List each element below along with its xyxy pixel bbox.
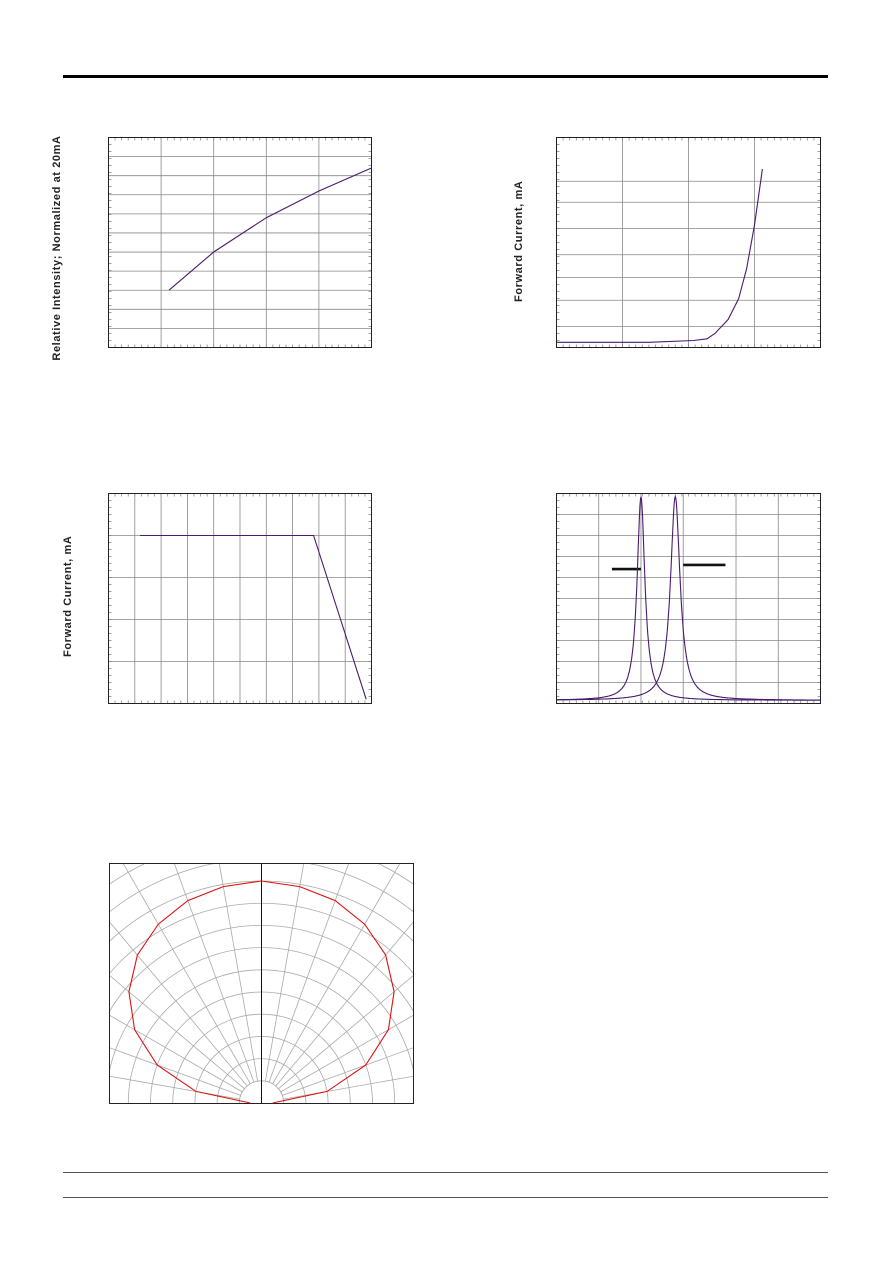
- footer-rule-1: [63, 1172, 828, 1173]
- chart1-ylabel: Relative Intensity; Normalized at 20mA: [51, 135, 63, 361]
- forward-current-vs-voltage-chart: [556, 137, 821, 348]
- chart3-ylabel: Forward Current, mA: [62, 535, 74, 657]
- polar-grid: [0, 753, 611, 1103]
- top-rule: [63, 75, 828, 78]
- polar-spoke: [282, 982, 595, 1096]
- polar-spoke: [273, 795, 440, 1083]
- polar-spoke: [84, 795, 251, 1083]
- polar-ring: [0, 814, 550, 1103]
- chart2-ylabel: Forward Current, mA: [513, 180, 525, 302]
- polar-spoke: [0, 875, 244, 1089]
- series-line-1: [557, 169, 763, 342]
- radiation-pattern-chart: [109, 863, 414, 1104]
- series-line-1: [169, 168, 372, 290]
- series-line-1: [140, 536, 366, 700]
- intensity-vs-current-chart: [108, 137, 372, 348]
- plot-frame: [109, 138, 372, 348]
- footer-rule-2: [63, 1197, 828, 1198]
- derating-chart: [108, 493, 372, 704]
- polar-spoke: [281, 925, 569, 1092]
- spectrum-chart: [556, 493, 821, 704]
